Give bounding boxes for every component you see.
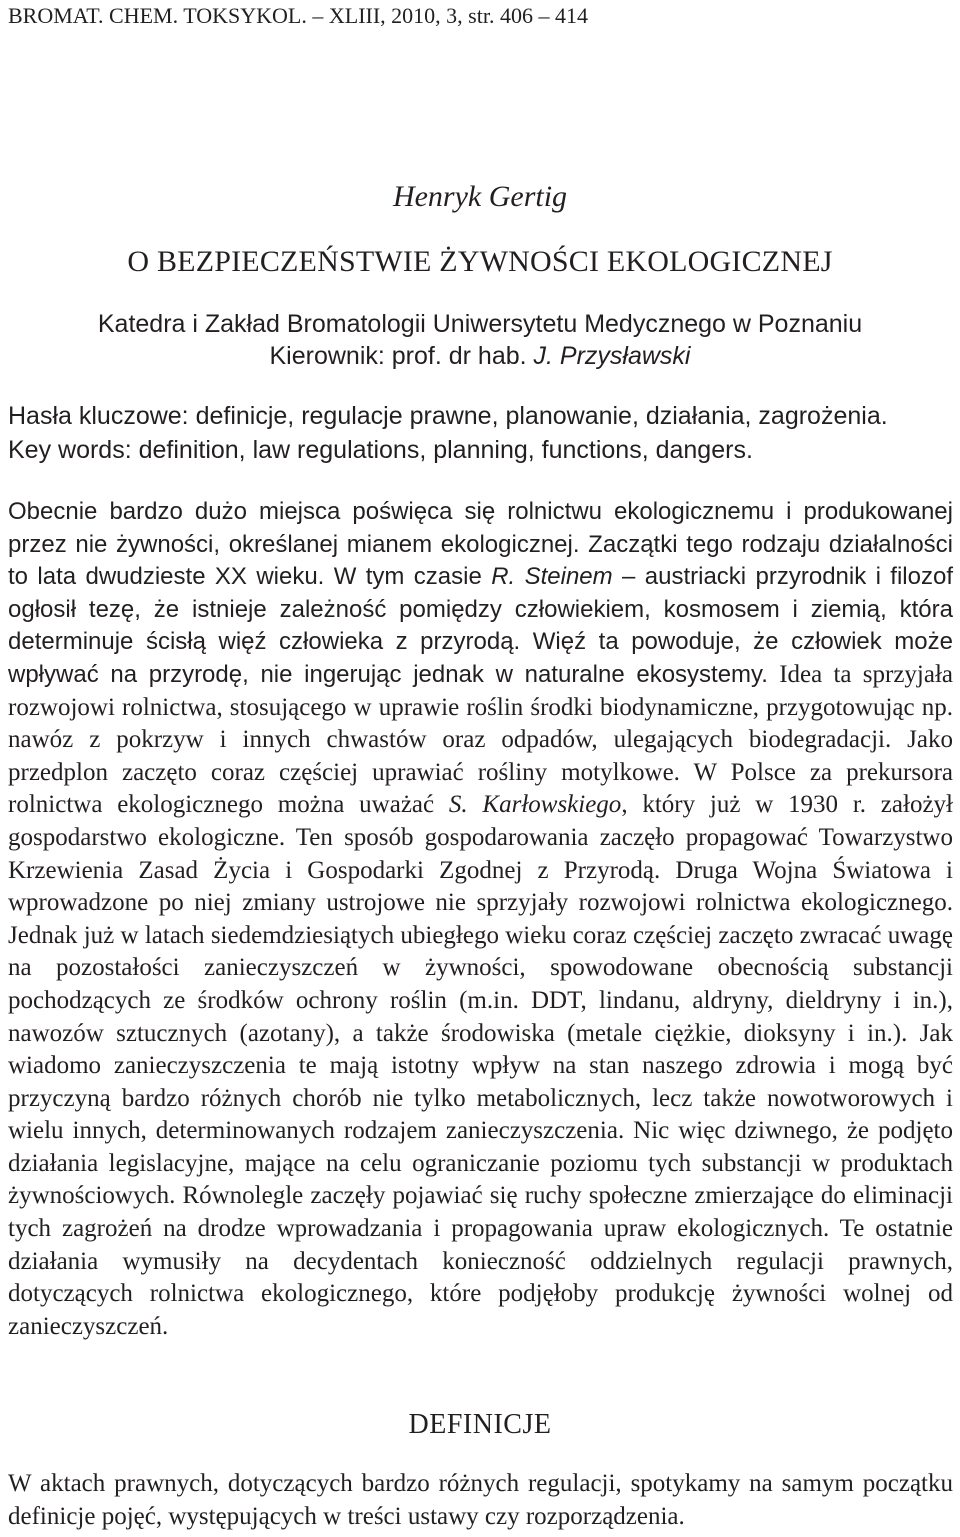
running-head: BROMAT. CHEM. TOKSYKOL. – XLIII, 2010, 3, str. 406 – 414: [8, 3, 588, 28]
definitions-paragraph: W aktach prawnych, dotyczących bardzo różnych regulacji, spotykamy na samym początku definicje pojęć, występujących w treści ustawy czy rozporządzenia.: [8, 1470, 953, 1530]
intro-karlowski-name: S. Karłowskiego: [448, 791, 622, 819]
keywords-polish: Hasła kluczowe: definicje, regulacje prawne, planowanie, działania, zagrożenia.: [8, 402, 888, 430]
intro-text-4: , który już w 1930 r. założył gospodarstwo ekologiczne. Ten sposób gospodarowania zaczęło propagować Towarzystwo Krzewienia Zasad Życia i Gospodarki Zgodnej z Przyrodą. Druga Wojna Światowa i wprowadzone po niej zmiany ustrojowe nie sprzyjały rozwojowi rolnictwa ekologicznego. Jednak już w latach siedemdziesiątych ubiegłego wieku coraz częściej zaczęto zwracać uwagę na pozostałości zanieczyszczeń w żywności, spowodowane obecnością substancji pochodzących ze środków ochrony roślin (m.in. DDT, lindanu, aldryny, dieldryny i in.), nawozów sztucznych (azotany), a także środowiska (metale ciężkie, dioksyny i in.). Jak wiadomo zanieczyszczenia te mają istotny wpływ na stan naszego zdrowia i mogą być przyczyną bardzo różnych chorób nie tylko metabolicznych, lecz także nowotworowych i wielu innych, determinowanych rodzajem zanieczyszczenia. Nic więc dziwnego, że podjęto działania legislacyjne, mające na celu ograniczanie poziomu tych substancji w produktach żywnościowych. Równolegle zaczęły pojawiać się ruchy społeczne zmierzające do eliminacji tych zagrożeń na drodze wprowadzania i propagowania upraw ekologicznych. Te ostatnie działania wymusiły na decydentach konieczność oddzielnych regulacji prawnych, dotyczących rolnictwa ekologicznego, które podjęłoby produkcję żywności wolnej od zanieczyszczeń.: [8, 791, 953, 1340]
intro-steiner-name: R. Steinem: [491, 563, 613, 591]
affiliation-head: [0, 340, 960, 372]
keywords-english: Key words: definition, law regulations, planning, functions, dangers.: [8, 436, 753, 464]
keywords: [8, 399, 953, 467]
intro-text-1: Obecnie bardzo dużo miejsca poświęca się rolnictwu ekologicznemu i produkowanej przez nie żywności, określanej mianem ekologicznej. Zaczątki tego rodzaju działalności to lata dwudzieste XX wieku. W tym czasie: [8, 498, 953, 591]
affiliation-head-name: J. Przysławski: [533, 342, 691, 370]
intro-paragraph: [8, 496, 953, 1343]
author-name: Henryk Gertig: [392, 180, 568, 213]
affiliation-head-prefix: Kierownik: prof. dr hab.: [269, 342, 534, 370]
section-heading-definicje: DEFINICJE: [408, 1409, 552, 1440]
article-title: O BEZPIECZEŃSTWIE ŻYWNOŚCI EKOLOGICZNEJ: [127, 245, 833, 278]
affiliation-department: Katedra i Zakład Bromatologii Uniwersytetu Medycznego w Poznaniu: [97, 310, 863, 338]
intro-text-3: Idea ta sprzyjała rozwojowi rolnictwa, stosującego w uprawie roślin środki biodynamiczne, przygotowując np. nawóz z pokrzyw i innych chwastów oraz odpadów, ulegających biodegradacji. Jako przedplon zaczęto coraz częściej uprawiać rośliny motylkowe. W Polsce za prekursora rolnictwa ekologicznego można uważać: [8, 660, 954, 819]
intro-text-2: – austriacki przyrodnik i filozof ogłosił tezę, że istnieje zależność pomiędzy człowiekiem, kosmosem i ziemią, która determinuje ścisłą więź człowieka z przyrodą. Więź ta powoduje, że człowiek może wpływać na przyrodę, nie ingerując jednak w naturalne ekosystemy.: [8, 563, 954, 688]
affiliation: [0, 308, 960, 372]
